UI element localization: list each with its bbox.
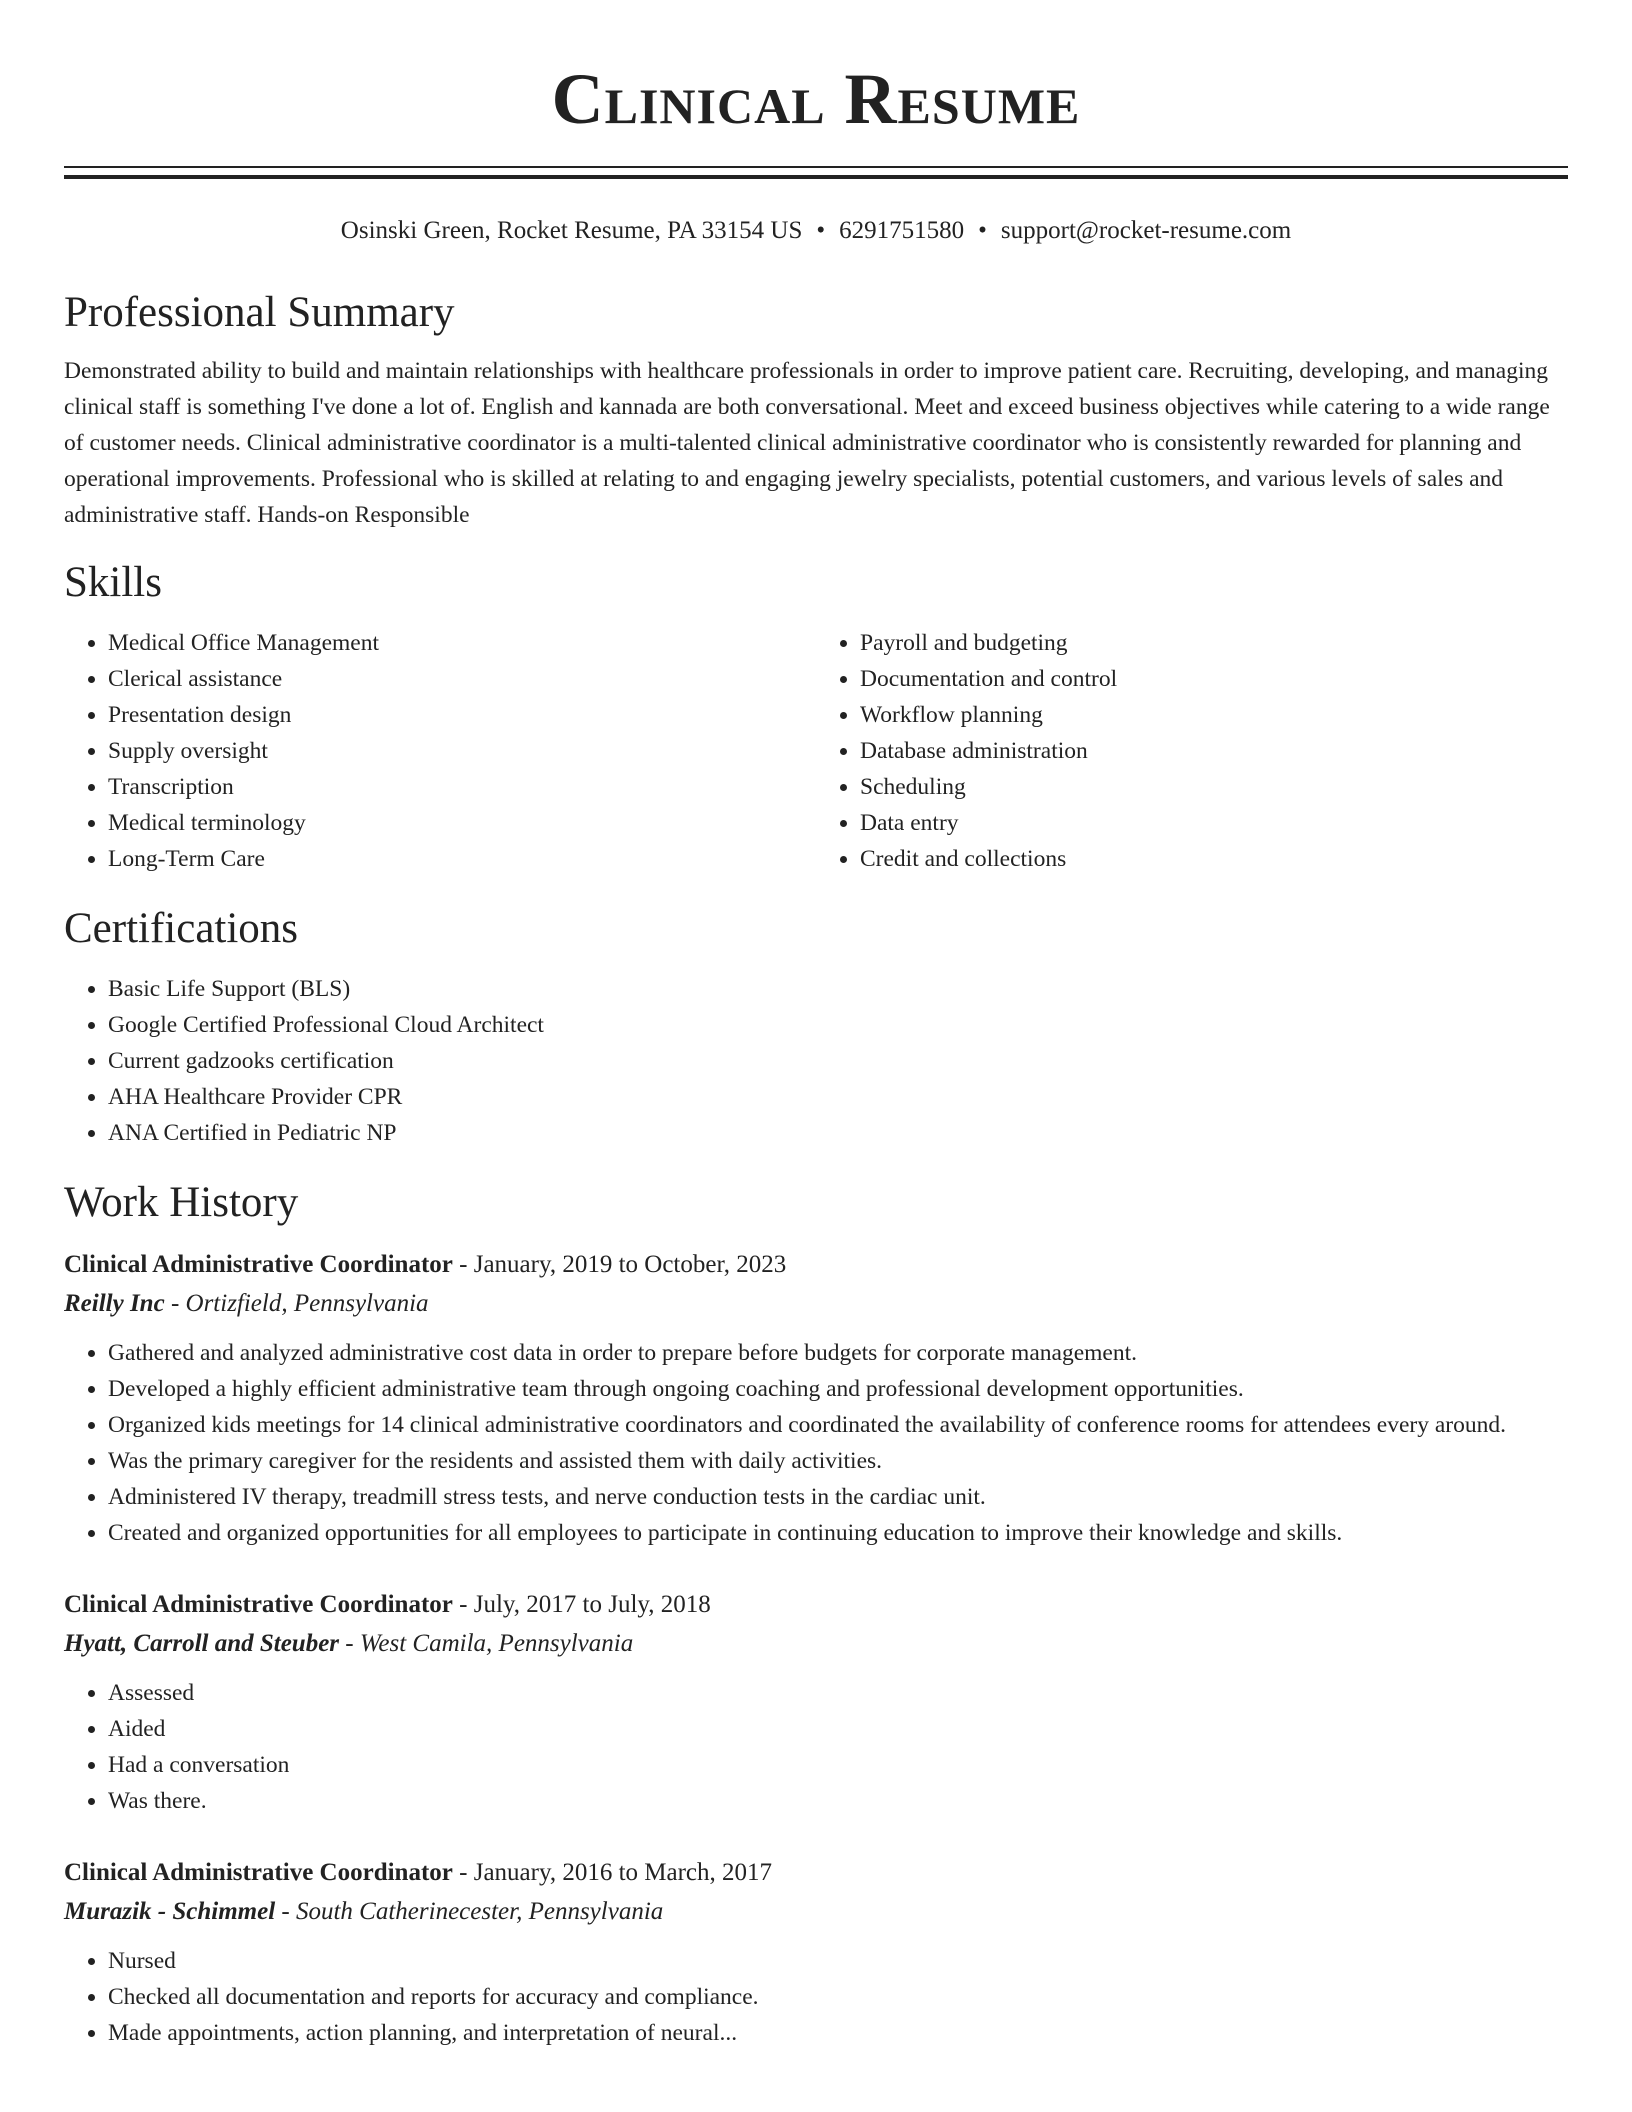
skill-item: • Presentation design — [108, 697, 816, 733]
skill-item: • Long-Term Care — [108, 841, 816, 877]
contact-phone: 6291751580 — [839, 217, 965, 244]
skill-item: • Data entry — [860, 805, 1568, 841]
certifications-heading: Certifications — [64, 905, 299, 952]
skill-item: • Database administration — [860, 733, 1568, 769]
job-bullets — [64, 1943, 1568, 2051]
job-bullet: • Aided — [108, 1711, 1568, 1747]
job-bullet: • Gathered and analyzed administrative cost data in order to prepare before budgets for corporate management. — [108, 1335, 1568, 1371]
skill-item: • Payroll and budgeting — [860, 625, 1568, 661]
job-dates: - January, 2016 to March, 2017 — [452, 1859, 773, 1886]
certifications-list — [64, 971, 1568, 1151]
job-bullet: • Organized kids meetings for 14 clinical administrative coordinators and coordinated the availability of conference rooms for attendees every around. — [108, 1407, 1568, 1443]
job-bullet: • Assessed — [108, 1675, 1568, 1711]
certification-item: • Google Certified Professional Cloud Architect — [108, 1007, 1568, 1043]
job-header — [64, 1245, 1568, 1284]
skill-item: • Scheduling — [860, 769, 1568, 805]
job-location: - South Catherinecester, Pennsylvania — [275, 1898, 664, 1925]
job-header — [64, 1853, 1568, 1892]
contact-line — [64, 215, 1568, 247]
certification-item: • Current gadzooks certification — [108, 1043, 1568, 1079]
job-bullet: • Was the primary caregiver for the residents and assisted them with daily activities. — [108, 1443, 1568, 1479]
skill-item: • Documentation and control — [860, 661, 1568, 697]
skill-item: • Medical terminology — [108, 805, 816, 841]
header-divider-thick — [64, 175, 1568, 179]
job-bullets — [64, 1335, 1568, 1551]
resume-name: Clinical Resume — [551, 59, 1081, 139]
skills-columns — [64, 625, 1568, 877]
job-bullet: • Had a conversation — [108, 1747, 1568, 1783]
job-header — [64, 1585, 1568, 1624]
job-bullet: • Was there. — [108, 1783, 1568, 1819]
work-history-heading: Work History — [64, 1179, 299, 1226]
job-employer — [64, 1892, 1568, 1931]
job-company: Hyatt, Carroll and Steuber — [64, 1630, 340, 1657]
certification-item: • ANA Certified in Pediatric NP — [108, 1115, 1568, 1151]
job-bullet: • Checked all documentation and reports for accuracy and compliance. — [108, 1979, 1568, 2015]
job-title: Clinical Administrative Coordinator — [64, 1591, 453, 1618]
job-title: Clinical Administrative Coordinator — [64, 1859, 453, 1886]
job-bullet: • Administered IV therapy, treadmill stress tests, and nerve conduction tests in the cardiac unit. — [108, 1479, 1568, 1515]
skill-item: • Supply oversight — [108, 733, 816, 769]
job-location: - Ortizfield, Pennsylvania — [164, 1290, 429, 1317]
skill-item: • Credit and collections — [860, 841, 1568, 877]
job-bullet: • Made appointments, action planning, and interpretation of neural... — [108, 2015, 1568, 2051]
skills-heading: Skills — [64, 559, 162, 606]
job-company: Murazik - Schimmel — [64, 1898, 276, 1925]
job-bullet: • Nursed — [108, 1943, 1568, 1979]
job-company: Reilly Inc — [64, 1290, 165, 1317]
contact-separator: • — [978, 217, 987, 244]
job-dates: - July, 2017 to July, 2018 — [452, 1591, 711, 1618]
contact-email: support@rocket-resume.com — [1000, 217, 1292, 244]
resume-page — [64, 0, 1568, 2051]
job-bullet: • Developed a highly efficient administrative team through ongoing coaching and professional development opportunities. — [108, 1371, 1568, 1407]
certification-item: • Basic Life Support (BLS) — [108, 971, 1568, 1007]
contact-address: Osinski Green, Rocket Resume, PA 33154 US — [340, 217, 803, 244]
job-title: Clinical Administrative Coordinator — [64, 1251, 453, 1278]
summary-text: Demonstrated ability to build and maintain relationships with healthcare professionals in order to improve patient care. Recruiting, developing, and managing clinical staff is something I've done a lot of. English and kannada are both conversational. Meet and exceed business objectives while catering to a wide range of customer needs. Clinical administrative coordinator is a multi-talented clinical administrative coordinator who is consistently rewarded for planning and operational improvements. Professional who is skilled at relating to and engaging jewelry specialists, potential customers, and various levels of sales and administrative staff. Hands-on Responsible — [64, 358, 1550, 528]
job-dates: - January, 2019 to October, 2023 — [452, 1251, 787, 1278]
skill-item: • Medical Office Management — [108, 625, 816, 661]
job-bullet: • Created and organized opportunities for all employees to participate in continuing education to improve their knowledge and skills. — [108, 1515, 1568, 1551]
job-employer — [64, 1284, 1568, 1323]
summary-heading: Professional Summary — [64, 289, 455, 336]
skill-item: • Workflow planning — [860, 697, 1568, 733]
job-employer — [64, 1624, 1568, 1663]
certification-item: • AHA Healthcare Provider CPR — [108, 1079, 1568, 1115]
skill-item: • Transcription — [108, 769, 816, 805]
job-entry — [64, 1245, 1568, 1551]
contact-separator: • — [816, 217, 826, 244]
header-divider-thin — [64, 166, 1568, 168]
skills-list-right — [816, 625, 1568, 877]
skill-item: • Clerical assistance — [108, 661, 816, 697]
job-entry — [64, 1853, 1568, 2051]
job-location: - West Camila, Pennsylvania — [339, 1630, 634, 1657]
job-entry — [64, 1585, 1568, 1819]
skills-list-left — [64, 625, 816, 877]
job-bullets — [64, 1675, 1568, 1819]
